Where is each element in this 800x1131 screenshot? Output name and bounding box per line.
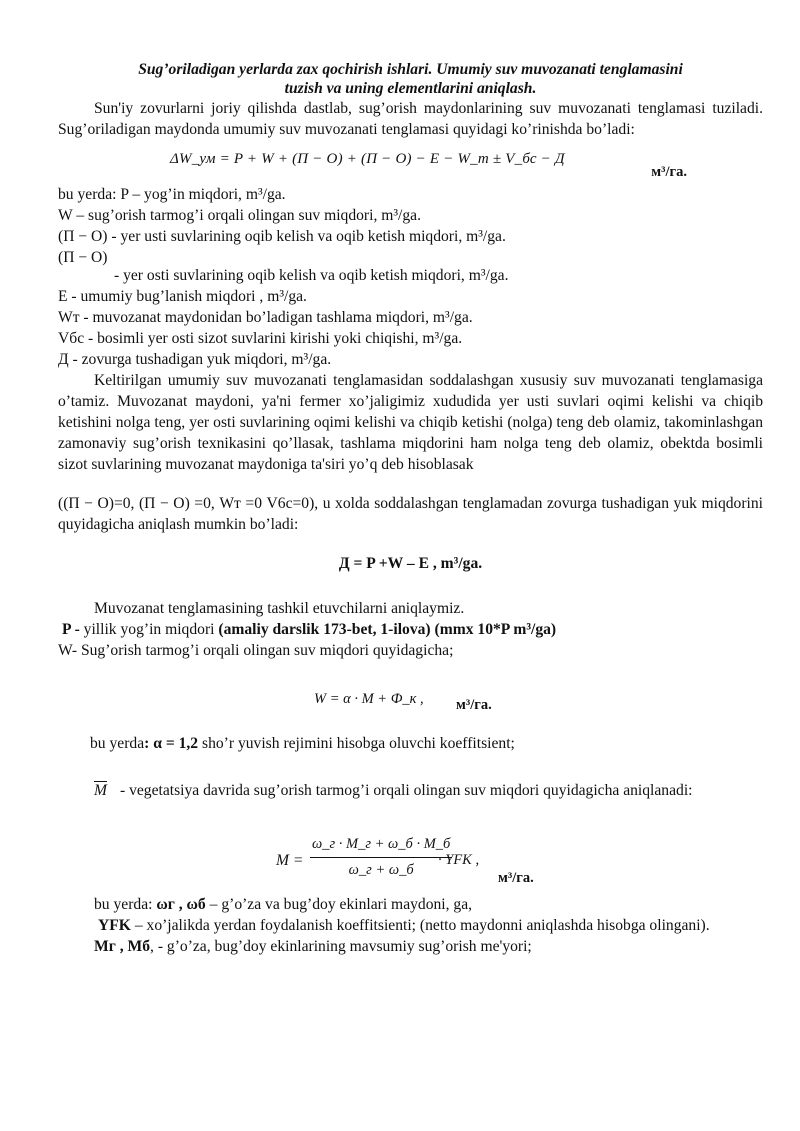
p-tail: (mmx 10*P m³/ga) [430,621,557,638]
definition-wt: Wт - muvozanat maydonidan bo’ladigan tashlama miqdori, m³/ga. [58,309,473,326]
definition-ground-flow-symbol: (П − О) [58,249,108,266]
equation-1-unit: м³/га. [651,164,687,180]
yfk-line [58,915,763,936]
omega-symbols: ωг , ωб [156,896,206,913]
definition-d: Д - zovurga tushadigan yuk miqdori, m³/ga. [58,351,332,368]
alpha-value: : α = 1,2 [144,735,199,752]
m-equation-denominator: ω_г + ω_б [348,862,414,878]
mg-line [58,936,763,957]
p-lead: P - [62,621,80,638]
w-component-line: W- Sug’orish tarmog’i orqali olingan suv miqdori quyidagicha; [58,642,454,659]
title-line-1: Sug’oriladigan yerlarda zax qochirish ishlari. Umumiy suv muvozanati tenglamasini [138,61,683,78]
equation-1-formula: ΔW_ум = P + W + (П − О) + (П − О) − E − W_т ± V_бс − Д [170,151,565,167]
definition-w: W – sug’orish tarmog’i orqali olingan suv miqdori, m³/ga. [58,207,421,224]
p-reference: (amaliy darslik 173-bet, 1-ilova) [218,621,431,638]
components-intro: Muvozanat tenglamasining tashkil etuvchilarni aniqlaymiz. [94,600,465,617]
w-equation [58,681,763,733]
m-definition [58,776,763,826]
document-page [58,60,763,957]
m-equation-tail: · YFK , [438,852,480,868]
mg-text: , - g’o’za, bug’doy ekinlarining mavsumiy sug’orish me'yori; [150,938,532,955]
m-text: - vegetatsiya davrida sug’orish tarmog’i orqali olingan suv miqdori quyidagicha aniqlanadi: [120,782,693,799]
p-component-line [58,619,763,640]
m-equation-fraction [310,834,452,881]
alpha-text: bu yerda [90,735,145,752]
yfk-text: – xo’jalikda yerdan foydalanish koeffitsienti; (netto maydonni aniqlashda hisobga olingani). [130,917,710,934]
yfk-symbol: YFK [98,917,131,934]
omega-line [58,894,763,915]
m-equation [58,830,763,894]
definition-surface-flow: (П − О) - yer usti suvlarining oqib kelish va oqib ketish miqdori, m³/ga. [58,228,506,245]
omega-tail: – g’o’za va bug’doy ekinlari maydoni, ga, [205,896,473,913]
p-text: yillik yog’in miqdori [79,621,219,638]
definition-e: E - umumiy bug’lanish miqdori , m³/ga. [58,288,307,305]
m-equation-lhs: M = [276,852,304,869]
alpha-tail: sho’r yuvish rejimini hisobga oluvchi koeffitsient; [198,735,515,752]
omega-text: bu yerda: [94,896,157,913]
simplification-paragraph: Keltirilgan umumiy suv muvozanati tenglamasidan soddalashgan xususiy suv muvozanati tenglamasiga o’tamiz. Muvozanat maydoni, ya'ni fermer xo’jaligimiz xududida yer usti suvlari oqimi kelishi va chiqib ketishini nolga teng, yer osti suvlarining oqimi kelishi va chiqib ketishi (nolga) teng deb olamiz, takominlashgan zamonaviy sug’orish texnikasini qo’llasak, tashlama miqdorini ham nolga teng deb olamiz, obektda bosimli sizot suvlarining muvozanat maydoniga ta'siri yo’q deb hisoblasak [58,372,763,473]
definition-ground-flow: - yer osti suvlarining oqib kelish va oqib ketish miqdori, m³/ga. [114,267,509,284]
alpha-line [58,733,763,754]
definition-vbs: Vбс - bosimli yer osti sizot suvlarini kirishi yoki chiqishi, m³/ga. [58,330,463,347]
water-balance-equation [58,140,763,184]
m-equation-numerator: ω_г · M_г + ω_б · M_б [310,834,452,858]
w-equation-unit: м³/га. [456,697,492,713]
w-equation-formula: W = α · M + Ф_к , [314,691,424,707]
definition-p: bu yerda: P – yog’in miqdori, m³/ga. [58,186,286,203]
simplified-equation: Д = P +W – E , m³/ga. [338,555,483,572]
title-line-2: tuzish va uning elementlarini aniqlash. [284,80,537,97]
document-title [58,60,763,98]
m-equation-unit: м³/га. [498,870,534,886]
mg-symbols: Mг , Mб [94,938,151,955]
conditions-paragraph: ((П − О)=0, (П − О) =0, Wт =0 V6c=0), u xolda soddalashgan tenglamadan zovurga tushadigan yuk miqdorini quyidagicha aniqlash mumkin bo’ladi: [58,495,763,533]
intro-paragraph: Sun'iy zovurlarni joriy qilishda dastlab, sug’orish maydonlarining suv muvozanati tenglamasi tuziladi. Sug’oriladigan maydonda umumiy suv muvozanati tenglamasi quyidagi ko’rinishda bo’ladi: [58,100,763,138]
m-symbol: $\overline{M}$ [94,782,107,799]
